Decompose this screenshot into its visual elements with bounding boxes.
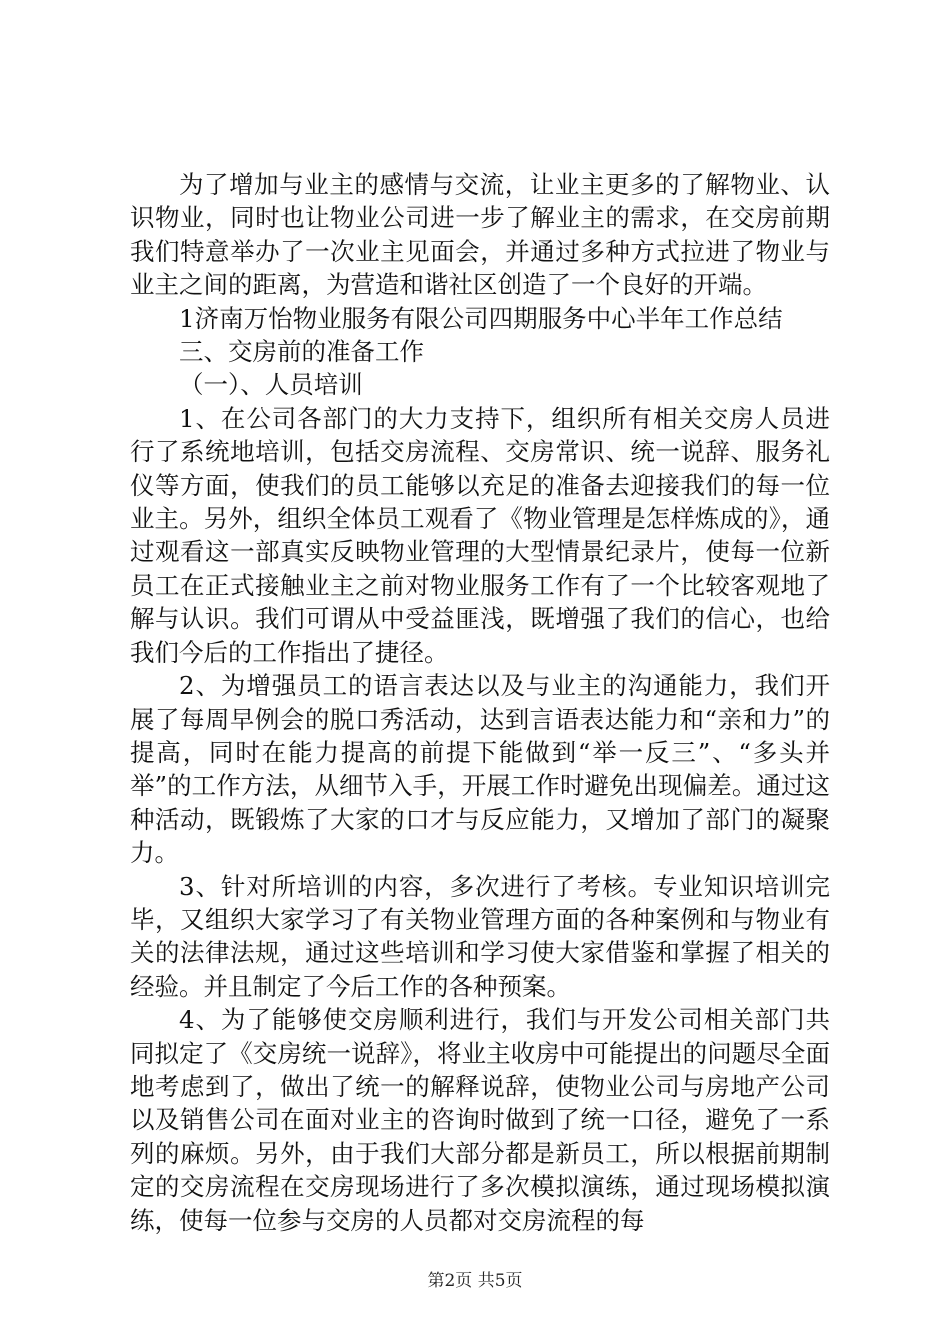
paragraph-owner-meeting: 为了增加与业主的感情与交流，让业主更多的了解物业、认识物业，同时也让物业公司进一步了解业主的需求，在交房前期我们特意举办了一次业主见面会，并通过多种方式拉进了物业与业主之间的距离，为营造和谐社区创造了一个良好的开端。 [130,170,830,300]
subsection-heading-training: （一）、人员培训 [179,370,363,400]
paragraph-item-1: 1、在公司各部门的大力支持下，组织所有相关交房人员进行了系统地培训，包括交房流程、交房常识、统一说辞、服务礼仪等方面，使我们的员工能够以充足的准备去迎接我们的每一位业主。另外，组织全体员工观看了《物业管理是怎样炼成的》，通过观看这一部真实反映物业管理的大型情景纪录片，使每一位新员工在正式接触业主之前对物业服务工作有了一个比较客观地了解与认识。我们可谓从中受益匪浅，既增强了我们的信心，也给我们今后的工作指出了捷径。 [130,403,830,667]
paragraph-item-4: 4、为了能够使交房顺利进行，我们与开发公司相关部门共同拟定了《交房统一说辞》，将业主收房中可能提出的问题尽全面地考虑到了，做出了统一的解释说辞，使物业公司与房地产公司以及销售公司在面对业主的咨询时做到了统一口径，避免了一系列的麻烦。另外，由于我们大部分都是新员工，所以根据前期制定的交房流程在交房现场进行了多次模拟演练，通过现场模拟演练，使每一位参与交房的人员都对交房流程的每 [130,1005,830,1235]
page-number-footer: 第2页 共5页 [427,1271,523,1291]
document-body [130,168,830,1237]
paragraph-item-2: 2、为增强员工的语言表达以及与业主的沟通能力，我们开展了每周早例会的脱口秀活动，达到言语表达能力和“亲和力”的提高，同时在能力提高的前提下能做到“举一反三”、“多头并举”的工作方法，从细节入手，开展工作时避免出现偏差。通过这种活动，既锻炼了大家的口才与反应能力，又增加了部门的凝聚力。 [130,671,830,868]
paragraph-item-3: 3、针对所培训的内容，多次进行了考核。专业知识培训完毕，又组织大家学习了有关物业管理方面的各种案例和与物业有关的法律法规，通过这些培训和学习使大家借鉴和掌握了相关的经验。并且制定了今后工作的各种预案。 [130,871,830,1001]
company-summary-title: 1济南万怡物业服务有限公司四期服务中心半年工作总结 [179,303,783,333]
section-heading-preparation: 三、交房前的准备工作 [179,337,424,367]
